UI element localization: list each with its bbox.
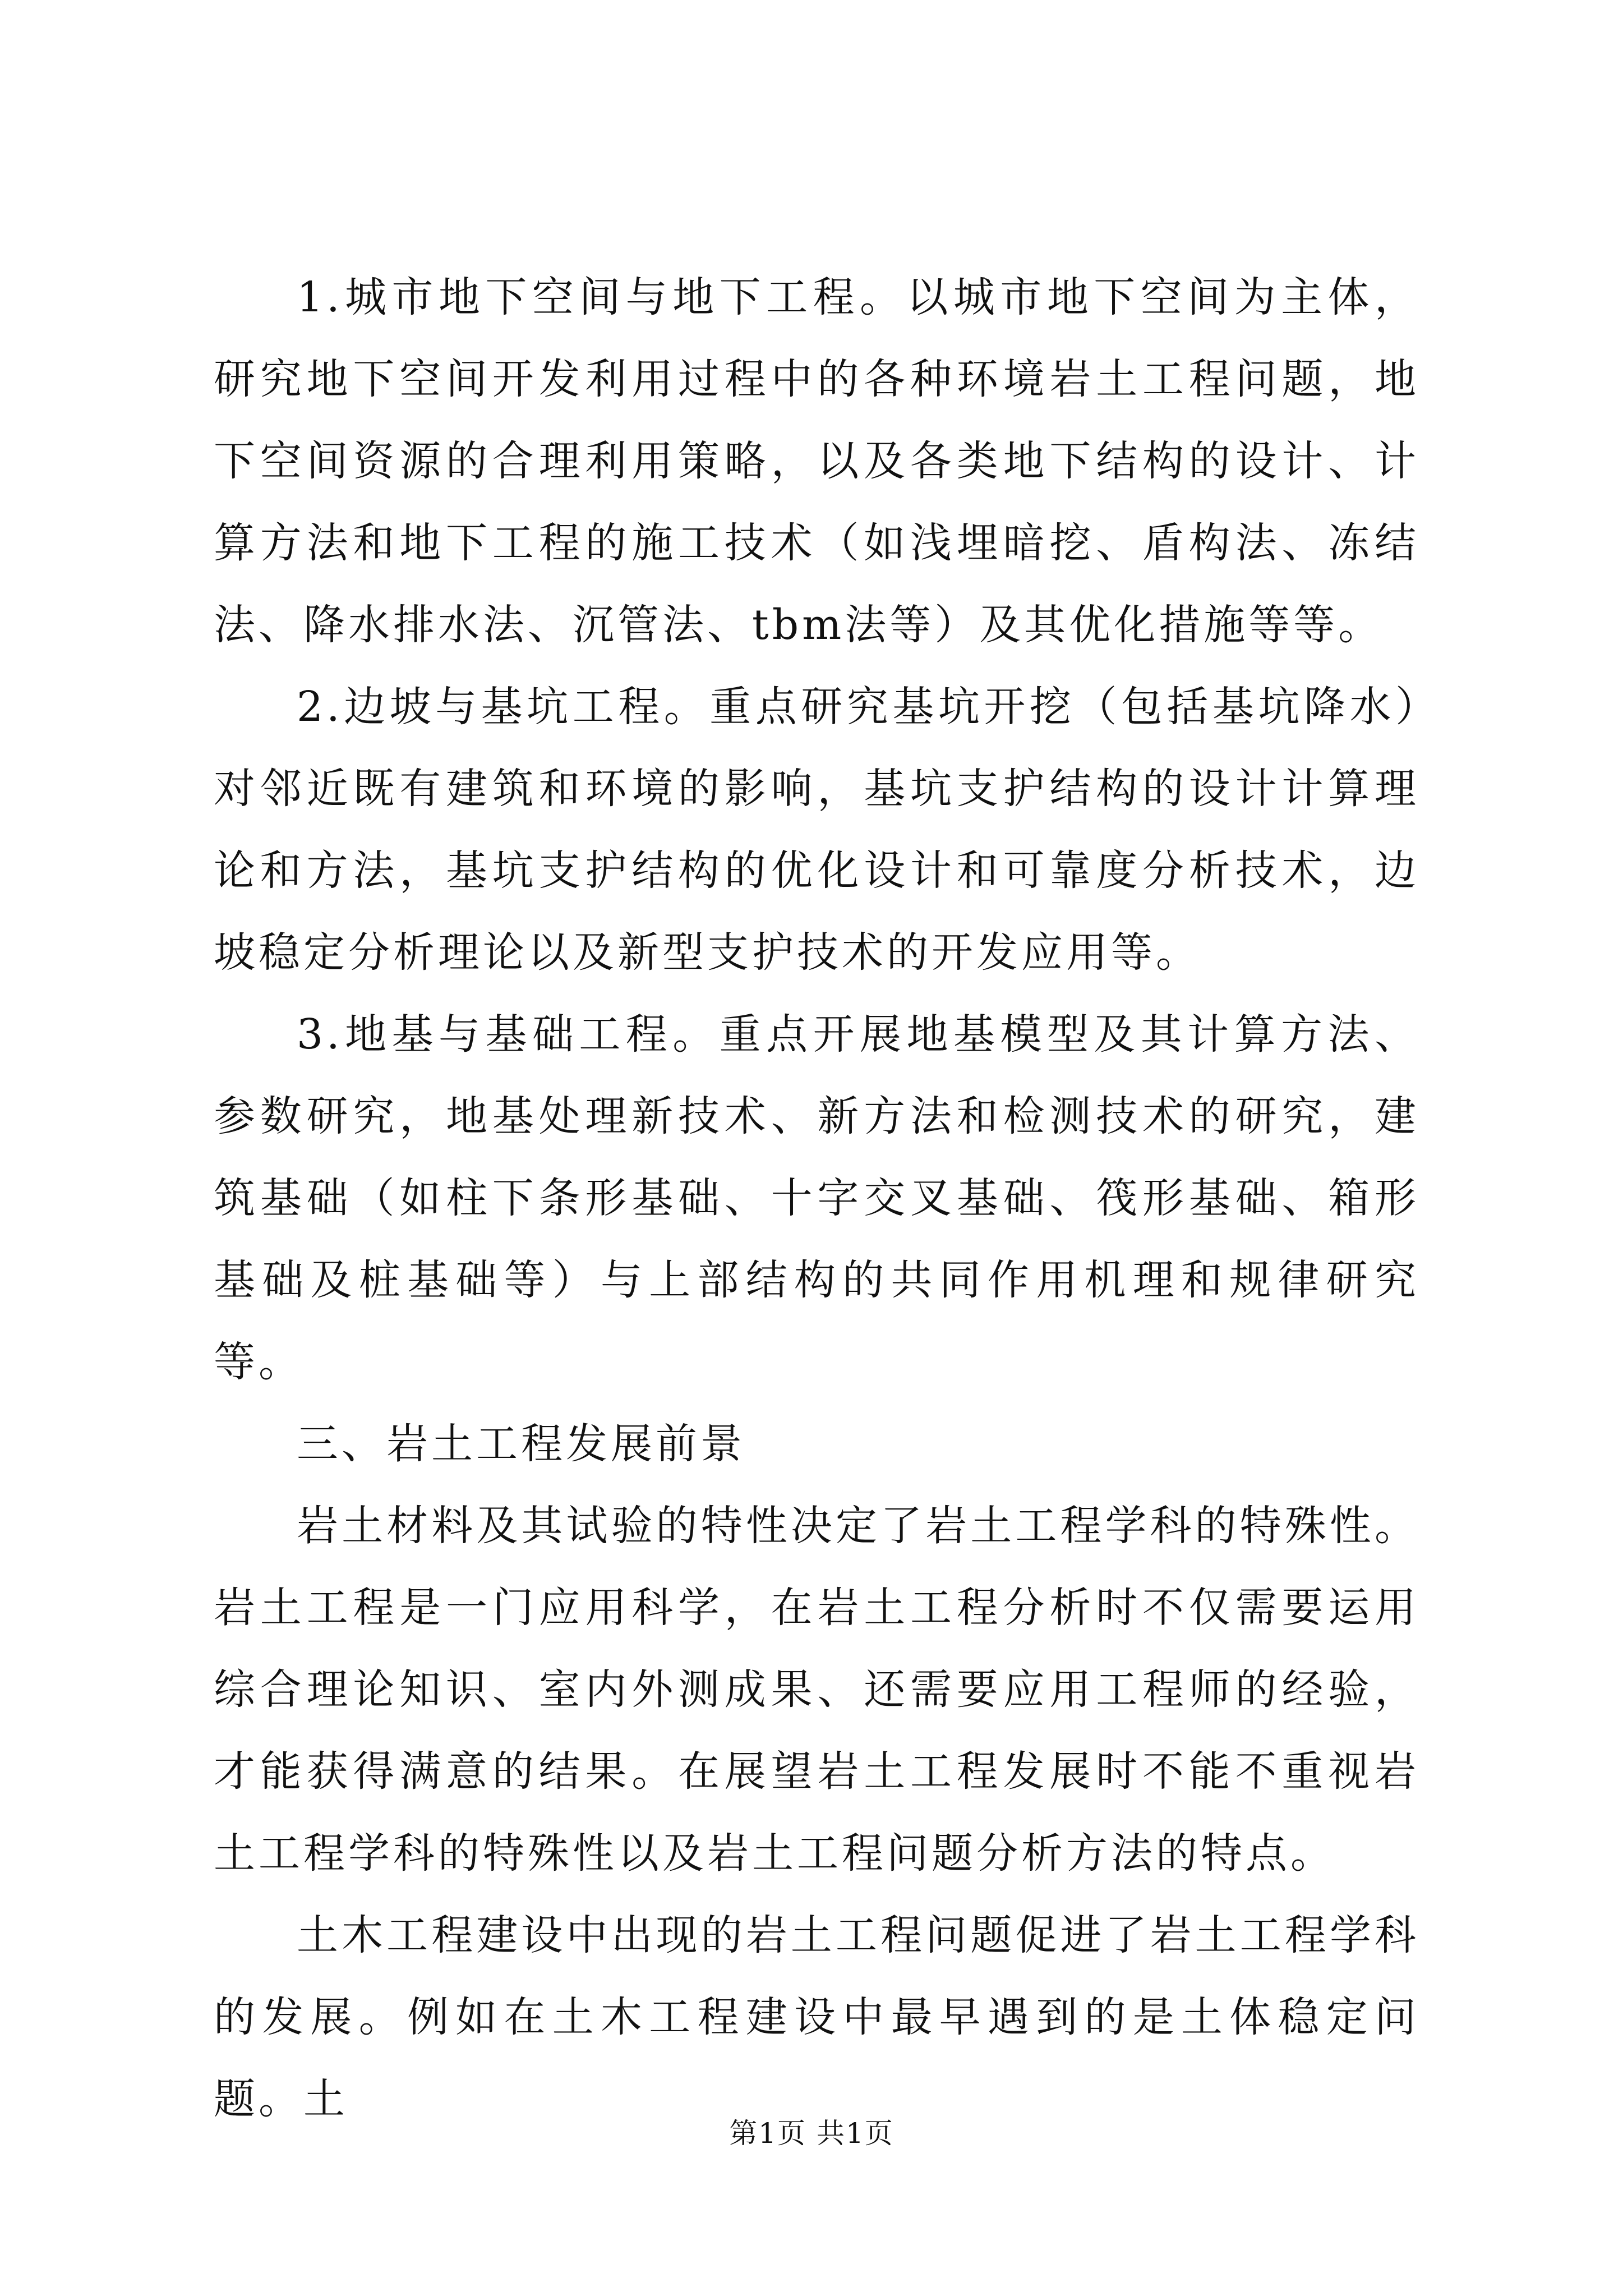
paragraph-slope-foundation-pit: 2.边坡与基坑工程。重点研究基坑开挖（包括基坑降水）对邻近既有建筑和环境的影响，基坑支护结构的设计计算理论和方法，基坑支护结构的优化设计和可靠度分析技术，边坡稳定分析理论以及新型支护技术的开发应用等。 (214, 683, 1419, 977)
paragraph-geotechnical-prospects: 岩土材料及其试验的特性决定了岩土工程学科的特殊性。岩土工程是一门应用科学，在岩土工程分析时不仅需要运用综合理论知识、室内外测成果、还需要应用工程师的经验，才能获得满意的结果。在展望岩土工程发展时不能不重视岩土工程学科的特殊性以及岩土工程问题分析方法的特点。 (214, 1502, 1419, 1878)
page-number-footer: 第1页 共1页 (729, 2117, 894, 2150)
document-body (214, 256, 1419, 2140)
section-heading: 三、岩土工程发展前景 (297, 1420, 745, 1468)
paragraph-underground-space: 1.城市地下空间与地下工程。以城市地下空间为主体，研究地下空间开发利用过程中的各种环境岩土工程问题，地下空间资源的合理利用策略，以及各类地下结构的设计、计算方法和地下工程的施工技术（如浅埋暗挖、盾构法、冻结法、降水排水法、沉管法、tbm法等）及其优化措施等等。 (214, 273, 1419, 649)
paragraph-civil-engineering-development: 土木工程建设中出现的岩土工程问题促进了岩土工程学科的发展。例如在土木工程建设中最早遇到的是土体稳定问题。土 (214, 1911, 1419, 2123)
paragraph-foundation-engineering: 3.地基与基础工程。重点开展地基模型及其计算方法、参数研究，地基处理新技术、新方法和检测技术的研究，建筑基础（如柱下条形基础、十字交叉基础、筏形基础、箱形基础及桩基础等）与上部结构的共同作用机理和规律研究等。 (214, 1010, 1419, 1386)
